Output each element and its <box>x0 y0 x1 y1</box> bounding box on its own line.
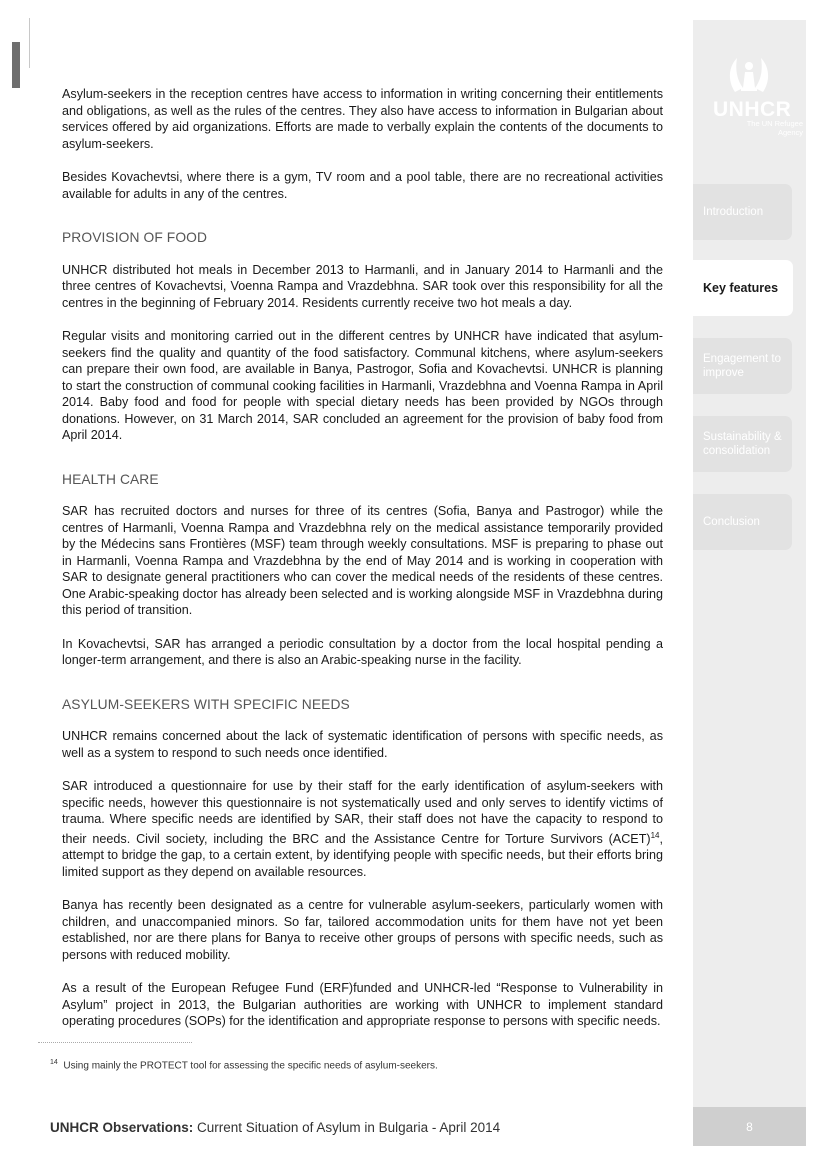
nav-label: Sustainability & consolidation <box>703 431 782 457</box>
logo-wordmark: UNHCR <box>713 98 792 121</box>
footnote-divider <box>38 1042 192 1043</box>
paragraph: Regular visits and monitoring carried out in the different centres by UNHCR have indicated that asylum-seekers find the quality and quantity of the food satisfactory. Communal kitchens, where asylum-seekers can prepare their own food, are available in Banya, Pastrogor, Sofia and Kovachevtsi. UNHCR is planning to start the construction of communal cooking facilities in Harmanli, Vrazdebhna and Voenna Rampa in April 2014. Baby food and food for people with special dietary needs has been provided by NGOs through donations. However, on 31 March 2014, SAR concluded an agreement for the provision of baby food from April 2014. <box>62 329 663 442</box>
edge-marker <box>12 42 20 88</box>
main-content <box>62 86 663 1047</box>
footer-title: UNHCR Observations: <box>50 1120 194 1135</box>
nav-label: Engagement to improve <box>703 353 782 379</box>
footer-subtitle: Current Situation of Asylum in Bulgaria - April 2014 <box>193 1120 501 1135</box>
nav-label: Key features <box>703 281 779 295</box>
nav-introduction[interactable] <box>693 184 792 240</box>
footnote <box>50 1059 438 1071</box>
paragraph: UNHCR distributed hot meals in December 2013 to Harmanli, and in January 2014 to Harmanli and the three centres of Kovachevtsi, Voenna Rampa and Vrazdebhna. SAR took over this responsibility for all the centres in the beginning of February 2014. Residents currently receive two hot meals a day. <box>62 262 663 310</box>
paragraph: As a result of the European Refugee Fund (ERF)funded and UNHCR-led “Response to Vulnerability in Asylum” project in 2013, the Bulgarian authorities are working with UNHCR to implement standard operating procedures (SOPs) for the identification and appropriate response to persons with specific needs. <box>62 981 663 1029</box>
unhcr-emblem-icon <box>721 48 777 104</box>
paragraph: Asylum-seekers in the reception centres have access to information in writing concerning their entitlements and obligations, as well as the rules of the centres. They also have access to information in Bulgarian about services offered by aid organizations. Efforts are made to verbally explain the contents of the documents to asylum-seekers. <box>62 87 663 151</box>
page-number <box>693 1107 806 1146</box>
paragraph: Besides Kovachevtsi, where there is a gym, TV room and a pool table, there are no recreational activities available for adults in any of the centres. <box>62 170 663 201</box>
nav-label: Introduction <box>703 206 764 218</box>
sidebar <box>693 20 806 1146</box>
paragraph <box>62 778 663 880</box>
nav-engagement[interactable] <box>693 338 792 394</box>
section-heading-food: PROVISION OF FOOD <box>62 230 208 245</box>
unhcr-logo <box>693 20 806 180</box>
nav-key-features[interactable] <box>691 260 793 316</box>
footnote-ref[interactable]: 14 <box>650 830 660 840</box>
logo-tagline: The UN Refugee Agency <box>746 119 803 137</box>
nav-conclusion[interactable] <box>693 494 792 550</box>
footnote-number: 14 <box>50 1059 58 1066</box>
nav-sustainability[interactable] <box>693 416 792 472</box>
page-number-text: 8 <box>746 1119 753 1134</box>
section-heading-specific-needs: ASYLUM-SEEKERS WITH SPECIFIC NEEDS <box>62 696 350 712</box>
page-footer <box>50 1120 500 1135</box>
paragraph: SAR has recruited doctors and nurses for three of its centres (Sofia, Banya and Pastrogor) while the centres of Harmanli, Voenna Rampa and Vrazdebhna rely on the medical assistance temporarily provided by the Médecins sans Frontières (MSF) team through weekly consultations. MSF is preparing to phase out in Harmanli, Voenna Rampa and Vrazdebhna by the end of May 2014 and is working in cooperation with SAR to designate general practitioners who can cover the medical needs of the residents of these centres. One Arabic-speaking doctor has already been selected and is working alongside MSF in Vrazdebhna during this period of transition. <box>62 504 663 617</box>
nav-label: Conclusion <box>703 516 760 528</box>
section-heading-health: HEALTH CARE <box>62 471 159 487</box>
paragraph: Banya has recently been designated as a centre for vulnerable asylum-seekers, particularly women with children, and unaccompanied minors. So far, tailored accommodation units for them have not yet been established, nor are there plans for Banya to receive other groups of persons with specific needs, such as persons with reduced mobility. <box>62 898 663 962</box>
paragraph-part: , attempt to bridge the gap, to a certain extent, by identifying people with specific needs, but their efforts bring limited support as they depend on available resources. <box>62 831 663 879</box>
paragraph-part: SAR introduced a questionnaire for use by their staff for the early identification of asylum-seekers with specific needs, however this questionnaire is not systematically used and only serves to identify victims of trauma. Where specific needs are identified by SAR, their staff does not have the capacity to respond to their needs. Civil society, including the BRC and the Assistance Centre for Torture Survivors (ACET) <box>62 779 663 846</box>
paragraph: UNHCR remains concerned about the lack of systematic identification of persons with specific needs, as well as a system to respond to such needs once identified. <box>62 729 663 760</box>
edge-line <box>29 18 30 68</box>
footnote-text: Using mainly the PROTECT tool for assessing the specific needs of asylum-seekers. <box>63 1060 438 1072</box>
paragraph: In Kovachevtsi, SAR has arranged a periodic consultation by a doctor from the local hospital pending a longer-term arrangement, and there is also an Arabic-speaking nurse in the facility. <box>62 636 663 667</box>
